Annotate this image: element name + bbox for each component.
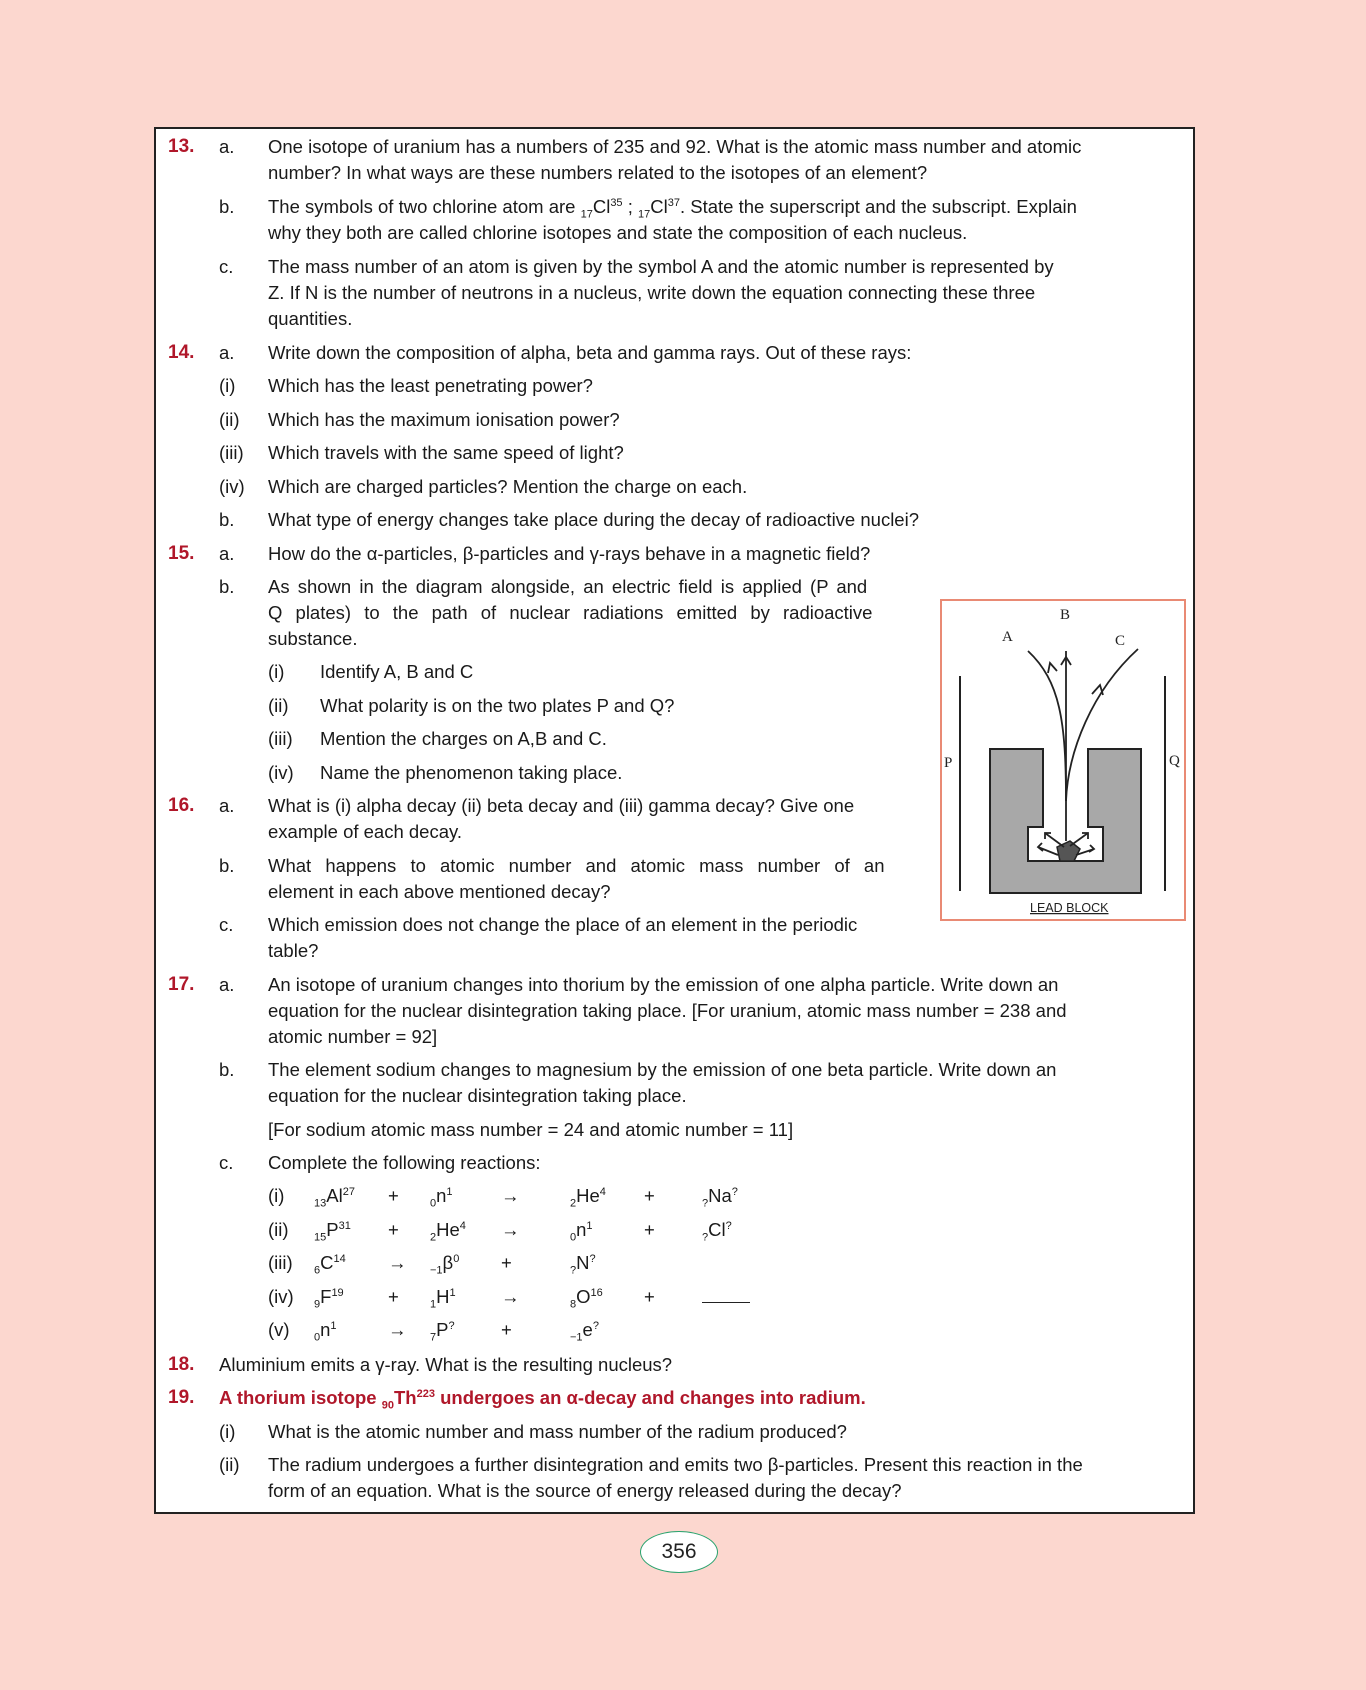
reaction-term — [430, 1284, 456, 1310]
q15-item-text: What polarity is on the two plates P and Q? — [320, 695, 675, 716]
reaction-label: (iv) — [268, 1285, 294, 1307]
lead-block-caption: LEAD BLOCK — [1030, 901, 1109, 915]
sub-label: b. — [219, 576, 235, 597]
q15-b-line2: Q plates) to the path of nuclear radiations emitted by radioactive — [268, 602, 873, 623]
operator: + — [644, 1285, 655, 1307]
reaction-term — [702, 1284, 750, 1310]
q13-c-line1: The mass number of an atom is given by the symbol A and the atomic number is represented by — [268, 256, 1054, 277]
nuclide: $_{15}P^{31}$ — [314, 1218, 351, 1244]
nuclide: $_8O^{16}$ — [570, 1285, 603, 1311]
q13-c-line3: quantities. — [268, 308, 353, 329]
q19-item-text: The radium undergoes a further disintegration and emits two β-particles. Present this reaction in the — [268, 1454, 1083, 1475]
reaction-term — [314, 1284, 344, 1310]
q14-item-text: Which travels with the same speed of light? — [268, 442, 624, 463]
nuclide: $_{13}Al^{27}$ — [314, 1185, 355, 1210]
q17-a-line3: atomic number = 92] — [268, 1026, 438, 1047]
reaction-label: (v) — [268, 1319, 290, 1340]
q17-b-line2: equation for the nuclear disintegration taking place. — [268, 1085, 687, 1106]
q19-heading: A thorium isotope $_{90}Th^{223}$ undergoes an α-decay and changes into radium. — [219, 1387, 866, 1412]
reaction-term — [570, 1183, 606, 1209]
q17-a-line2: equation for the nuclear disintegration taking place. [For uranium, atomic mass number = 238 and — [268, 1000, 1067, 1021]
nuclide: $_6C^{14}$ — [314, 1252, 346, 1277]
q15-item-text: Mention the charges on A,B and C. — [320, 728, 607, 749]
item-label: (ii) — [268, 695, 289, 716]
sub-label: a. — [219, 795, 235, 816]
q13-b-line2: why they both are called chlorine isotopes and state the composition of each nucleus. — [268, 222, 968, 243]
nuclide: $_0n^1$ — [430, 1185, 453, 1210]
reaction-term — [702, 1217, 732, 1243]
nuclide: $_9F^{19}$ — [314, 1285, 344, 1311]
q15-b-line1: As shown in the diagram alongside, an electric field is applied (P and — [268, 576, 868, 597]
operator: → — [501, 1218, 520, 1240]
q19-item-text: What is the atomic number and mass number of the radium produced? — [268, 1421, 847, 1442]
page-number: 356 — [640, 1531, 718, 1573]
item-label: (iii) — [268, 728, 293, 749]
q14-item-text: Which are charged particles? Mention the charge on each. — [268, 476, 748, 497]
q16-a-line1: What is (i) alpha decay (ii) beta decay and (iii) gamma decay? Give one — [268, 795, 855, 816]
q19-item-text: form of an equation. What is the source of energy released during the decay? — [268, 1480, 902, 1501]
nuclide: $_?$Cl? — [702, 1218, 732, 1244]
answer-blank — [702, 1288, 750, 1303]
q15-a-text: How do the α-particles, β-particles and γ-rays behave in a magnetic field? — [268, 543, 871, 564]
q16-b-line2: element in each above mentioned decay? — [268, 881, 611, 902]
nuclide: $_?$Na? — [702, 1185, 738, 1210]
nuclide: $_?$N? — [570, 1252, 596, 1277]
nuclide: $_7$P? — [430, 1319, 455, 1344]
label-b: B — [1060, 607, 1071, 623]
item-label: (i) — [268, 661, 285, 682]
reaction-term — [314, 1250, 346, 1276]
operator: → — [388, 1319, 407, 1340]
item-label: (ii) — [219, 409, 240, 430]
q14-a-text: Write down the composition of alpha, beta and gamma rays. Out of these rays: — [268, 342, 912, 363]
item-label: (iii) — [219, 442, 244, 463]
q17-c-text: Complete the following reactions: — [268, 1152, 541, 1173]
q16-a-line2: example of each decay. — [268, 821, 463, 842]
sub-label: c. — [219, 256, 234, 277]
q16-c-line2: table? — [268, 940, 319, 961]
reaction-label: (i) — [268, 1185, 285, 1206]
reaction-label: (ii) — [268, 1218, 289, 1240]
operator: + — [644, 1218, 655, 1240]
q17-b-line1: The element sodium changes to magnesium by the emission of one beta particle. Write down an — [268, 1059, 1057, 1080]
item-label: (i) — [219, 1421, 236, 1442]
q17-a-line1: An isotope of uranium changes into thorium by the emission of one alpha particle. Write down an — [268, 974, 1059, 995]
reaction-term — [430, 1217, 466, 1243]
q14-b-text: What type of energy changes take place during the decay of radioactive nuclei? — [268, 509, 919, 530]
reaction-label: (iii) — [268, 1252, 293, 1273]
sub-label: b. — [219, 509, 235, 530]
reaction-term — [430, 1183, 453, 1209]
operator: + — [501, 1252, 512, 1273]
question-number: 16. — [168, 795, 195, 816]
q15-item-text: Name the phenomenon taking place. — [320, 762, 623, 783]
nuclide: $_{-1}$e? — [570, 1319, 599, 1344]
operator: + — [388, 1218, 399, 1240]
q15-b-line3: substance. — [268, 628, 358, 649]
label-c: C — [1115, 633, 1126, 649]
label-p: P — [944, 755, 953, 771]
reaction-term — [702, 1183, 738, 1209]
operator: + — [501, 1319, 512, 1340]
q13-a-line1: One isotope of uranium has a numbers of 235 and 92. What is the atomic mass number and atomic — [268, 136, 1082, 157]
q17-b-line3: [For sodium atomic mass number = 24 and atomic number = 11] — [268, 1119, 794, 1140]
reaction-term — [314, 1183, 355, 1209]
nuclide: $_2He^4$ — [570, 1185, 606, 1210]
question-number: 18. — [168, 1354, 195, 1375]
nuclide: $_2He^4$ — [430, 1218, 466, 1244]
operator: → — [388, 1252, 407, 1273]
reaction-term — [570, 1284, 603, 1310]
reaction-term — [570, 1250, 596, 1276]
q18-text: Aluminium emits a γ-ray. What is the resulting nucleus? — [219, 1354, 673, 1375]
sub-label: c. — [219, 1152, 234, 1173]
item-label: (iv) — [268, 762, 294, 783]
sub-label: c. — [219, 914, 234, 935]
diagram-svg — [942, 601, 1184, 919]
operator: + — [388, 1285, 399, 1307]
reaction-term — [314, 1217, 351, 1243]
operator: → — [501, 1285, 520, 1307]
q15-item-text: Identify A, B and C — [320, 661, 474, 682]
sub-label: a. — [219, 974, 235, 995]
reaction-term — [430, 1317, 455, 1343]
nuclide: $_0n^1$ — [314, 1319, 337, 1344]
q14-item-text: Which has the least penetrating power? — [268, 375, 593, 396]
item-label: (i) — [219, 375, 236, 396]
label-a: A — [1002, 629, 1013, 645]
sub-label: b. — [219, 855, 235, 876]
question-number: 15. — [168, 543, 195, 564]
reaction-term — [570, 1317, 599, 1343]
nuclide: $_{-1}\beta^0$ — [430, 1252, 460, 1277]
reaction-term — [570, 1217, 593, 1243]
question-number: 14. — [168, 342, 195, 363]
sub-label: a. — [219, 136, 235, 157]
q13-b-line1: The symbols of two chlorine atom are $_{17}Cl^{35}$ ; $_{17}Cl^{37}$. State the superscript and the subscript. Explain — [268, 196, 1077, 221]
q14-item-text: Which has the maximum ionisation power? — [268, 409, 620, 430]
q13-c-line2: Z. If N is the number of neutrons in a nucleus, write down the equation connecting these three — [268, 282, 1036, 303]
q13-a-line2: number? In what ways are these numbers related to the isotopes of an element? — [268, 162, 928, 183]
question-number: 19. — [168, 1387, 195, 1408]
reaction-term — [430, 1250, 459, 1276]
nuclide: $_1H^1$ — [430, 1285, 456, 1311]
item-label: (iv) — [219, 476, 245, 497]
sub-label: a. — [219, 342, 235, 363]
q16-c-line1: Which emission does not change the place of an element in the periodic — [268, 914, 858, 935]
operator: → — [501, 1185, 520, 1206]
label-q: Q — [1169, 753, 1180, 769]
radiation-deflection-diagram — [940, 599, 1186, 921]
question-number: 13. — [168, 136, 195, 157]
item-label: (ii) — [219, 1454, 240, 1475]
sub-label: b. — [219, 196, 235, 217]
nuclide: $_0n^1$ — [570, 1218, 593, 1244]
operator: + — [388, 1185, 399, 1206]
sub-label: a. — [219, 543, 235, 564]
q16-b-line1: What happens to atomic number and atomic mass number of an — [268, 855, 885, 876]
reaction-term — [314, 1317, 337, 1343]
sub-label: b. — [219, 1059, 235, 1080]
operator: + — [644, 1185, 655, 1206]
question-number: 17. — [168, 974, 195, 995]
